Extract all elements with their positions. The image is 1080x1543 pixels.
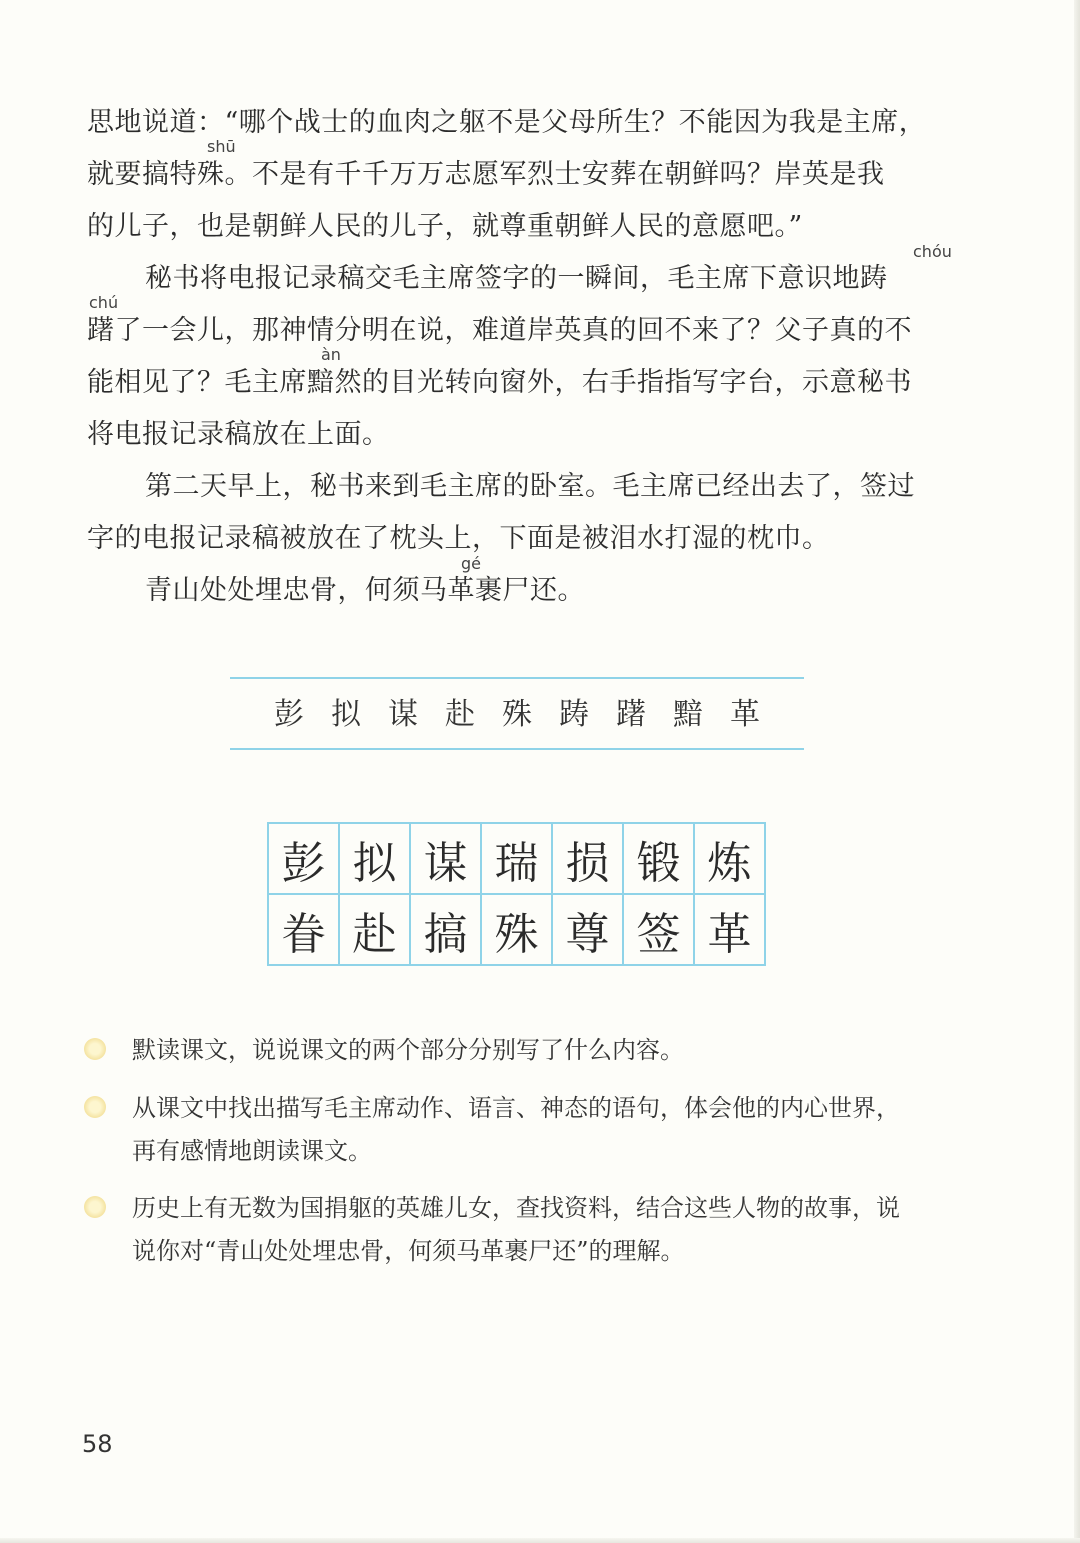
recognize-char: 拟	[331, 697, 361, 732]
body-line-4: 秘书将电报记录稿交毛主席签字的一瞬间，毛主席下意识地踌	[145, 263, 888, 294]
body-line-1: 思地说道：“哪个战士的血肉之躯不是父母所生？不能因为我是主席，	[87, 107, 927, 138]
page-edge-bottom	[0, 1538, 1080, 1543]
exercise-bullet-icon	[84, 1038, 106, 1060]
recognize-bottom-rule	[230, 748, 804, 750]
pinyin-an: àn	[321, 345, 341, 364]
grid-char: 搞	[411, 895, 482, 966]
body-line-5: 躇了一会儿，那神情分明在说，难道岸英真的回不来了？父子真的不	[87, 315, 912, 346]
grid-char: 殊	[482, 895, 553, 966]
recognize-char: 踌	[559, 697, 589, 732]
body-line-3: 的儿子，也是朝鲜人民的儿子，就尊重朝鲜人民的意愿吧。”	[87, 211, 803, 242]
pinyin-chou: chóu	[913, 242, 952, 261]
grid-char: 尊	[553, 895, 624, 966]
exercise-bullet-icon	[84, 1096, 106, 1118]
recognize-char: 赴	[445, 697, 475, 732]
pinyin-shu: shū	[207, 137, 236, 156]
grid-char: 赴	[340, 895, 411, 966]
pinyin-ge: gé	[461, 554, 481, 573]
recognize-char: 躇	[616, 697, 646, 732]
recognize-char: 革	[730, 697, 760, 732]
grid-char: 彭	[269, 824, 340, 895]
exercise-text-line1: 历史上有无数为国捐躯的英雄儿女，查找资料，结合这些人物的故事，说	[132, 1194, 900, 1222]
exercise-bullet-icon	[84, 1196, 106, 1218]
recognize-char: 黯	[673, 697, 703, 732]
grid-char: 锻	[624, 824, 695, 895]
exercise-text-line2: 再有感情地朗读课文。	[132, 1137, 372, 1165]
recognize-chars-row	[230, 693, 804, 737]
grid-char: 革	[695, 895, 766, 966]
grid-char: 损	[553, 824, 624, 895]
body-line-6: 能相见了？毛主席黯然的目光转向窗外，右手指指写字台，示意秘书	[87, 367, 912, 398]
grid-char: 眷	[269, 895, 340, 966]
exercise-text-line2: 说你对“青山处处埋忠骨，何须马革裹尸还”的理解。	[132, 1237, 685, 1265]
exercise-text: 默读课文，说说课文的两个部分分别写了什么内容。	[132, 1036, 684, 1064]
recognize-char: 彭	[274, 697, 304, 732]
grid-char: 拟	[340, 824, 411, 895]
recognize-char: 殊	[502, 697, 532, 732]
grid-char: 炼	[695, 824, 766, 895]
recognize-top-rule	[230, 677, 804, 679]
body-line-9: 字的电报记录稿被放在了枕头上，下面是被泪水打湿的枕巾。	[87, 523, 830, 554]
page-edge-right	[1074, 0, 1080, 1543]
recognize-char: 谋	[388, 697, 418, 732]
grid-char: 瑞	[482, 824, 553, 895]
pinyin-chu: chú	[89, 293, 119, 312]
body-line-7: 将电报记录稿放在上面。	[87, 419, 390, 450]
body-line-8: 第二天早上，秘书来到毛主席的卧室。毛主席已经出去了，签过	[145, 471, 915, 502]
grid-char: 谋	[411, 824, 482, 895]
grid-char: 签	[624, 895, 695, 966]
body-line-2: 就要搞特殊。不是有千千万万志愿军烈士安葬在朝鲜吗？岸英是我	[87, 159, 885, 190]
body-line-10: 青山处处埋忠骨，何须马革裹尸还。	[145, 575, 585, 606]
page-number: 58	[82, 1430, 113, 1458]
exercise-text-line1: 从课文中找出描写毛主席动作、语言、神态的语句，体会他的内心世界，	[132, 1094, 900, 1122]
writing-grid	[267, 822, 766, 966]
